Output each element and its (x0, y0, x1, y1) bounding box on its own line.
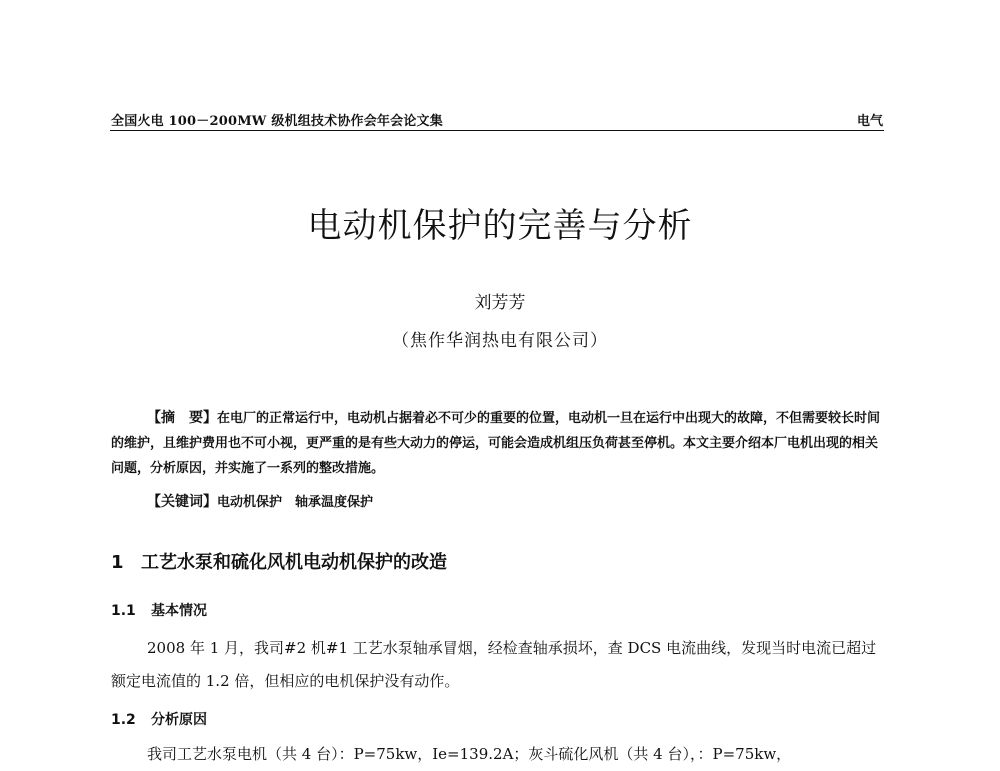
author-affiliation: （焦作华润热电有限公司） (392, 331, 608, 351)
section-title-text: 工艺水泵和硫化风机电动机保护的改造 (141, 552, 447, 573)
subsection-title-text: 分析原因 (151, 712, 207, 728)
keywords (147, 491, 373, 511)
subsection-heading (111, 709, 207, 729)
running-header-right: 电气 (856, 114, 883, 129)
abstract-text: 在电厂的正常运行中，电动机占据着必不可少的重要的位置，电动机一旦在运行中出现大的故障，不但需要较长时间的维护，且维护费用也不可小视，更严重的是有些大动力的停运，可能会造成机组压负荷甚至停机。本文主要介绍本厂电机出现的相关问题，分析原因，并实施了一系列的整改措施。 (111, 411, 881, 476)
running-header-left: 全国火电 100－200MW 级机组技术协作会年会论文集 (111, 114, 443, 129)
body-paragraph: 2008 年 1 月，我司#2 机#1 工艺水泵轴承冒烟，经检查轴承损坏，查 DCS 电流曲线，发现当时电流已超过额定电流值的 1.2 倍，但相应的电机保护没有动作。 (111, 639, 877, 690)
body-paragraph: 我司工艺水泵电机（共 4 台）：P=75kw，Ie=139.2A；灰斗硫化风机（共 4 台），：P=75kw， (147, 745, 792, 763)
subsection-number: 1.2 (111, 712, 136, 728)
keywords-text: 电动机保护 轴承温度保护 (217, 495, 374, 510)
section-number: 1 (111, 552, 124, 573)
section-heading (111, 548, 447, 574)
abstract-label: 【摘 要】 (147, 410, 217, 426)
subsection-number: 1.1 (111, 603, 136, 619)
author-name: 刘芳芳 (474, 293, 526, 313)
paper-title: 电动机保护的完善与分析 (307, 206, 693, 246)
keywords-label: 【关键词】 (147, 494, 217, 510)
header-divider (110, 130, 884, 131)
subsection-title-text: 基本情况 (151, 603, 207, 619)
abstract (111, 406, 883, 481)
subsection-heading (111, 600, 207, 620)
